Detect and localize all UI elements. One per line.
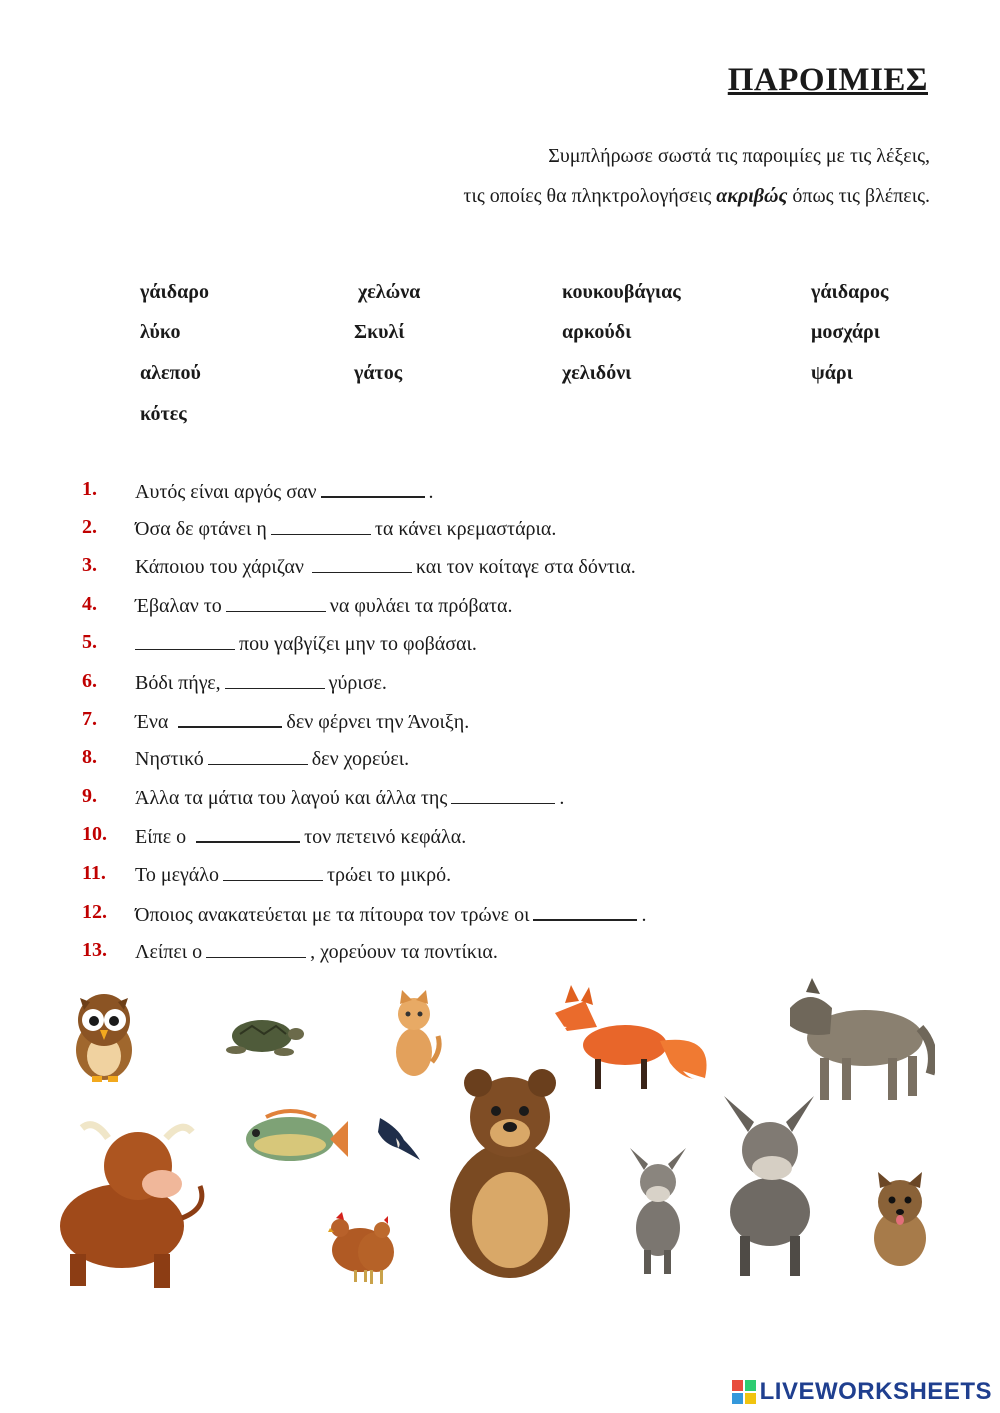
proverb-number: 7. [82,708,97,730]
proverb-text: δεν φέρνει την Άνοιξη. [286,711,470,733]
proverb-text: . [559,787,565,809]
proverb-text: Όσα δε φτάνει η [135,518,267,540]
proverb-text: Βόδι πήγε, [135,672,221,694]
instruction-text: τις οποίες θα πληκτρολογήσεις [463,185,717,207]
proverb-number: 2. [82,516,97,538]
instruction-text: όπως τις βλέπεις. [787,185,930,207]
proverb-text: Ένα [135,711,169,733]
answer-blank[interactable] [271,516,371,535]
answer-blank[interactable] [533,901,637,921]
answer-blank[interactable] [206,939,306,958]
liveworksheets-logo-icon [732,1380,756,1404]
proverb-text: να φυλάει τα πρόβατα. [329,595,513,617]
donkey-icon [624,1144,692,1276]
proverb-text: . [641,904,647,926]
answer-blank[interactable] [321,478,425,498]
owl-icon [62,988,147,1088]
word-bank-item: χελώνα [358,281,421,303]
bull-icon [50,1114,215,1294]
proverb-number: 6. [82,670,97,692]
proverb-number: 10. [82,823,107,845]
word-bank-item: κουκουβάγιας [562,281,681,303]
proverb-number: 12. [82,901,107,923]
word-bank-item: λύκο [140,321,181,343]
proverb-text: που γαβγίζει μην το φοβάσαι. [239,633,477,655]
instruction-line-2 [463,185,930,208]
proverb-text: γύρισε. [328,672,387,694]
proverb-text: Το μεγάλο [135,864,219,886]
bear-icon [440,1065,580,1285]
answer-blank[interactable] [196,823,300,843]
wolf-icon [770,978,935,1108]
proverb-text: δεν χορεύει. [311,748,410,770]
word-bank-item: γάτος [354,362,403,384]
liveworksheets-logo [732,1377,992,1407]
liveworksheets-logo-text: LIVEWORKSHEETS [759,1378,992,1405]
proverb-number: 13. [82,939,107,961]
answer-blank[interactable] [225,670,325,689]
instruction-emphasis: ακριβώς [716,185,788,207]
swallow-icon [374,1108,424,1163]
proverb-number: 1. [82,478,97,500]
proverb-text: Άλλα τα μάτια του λαγού και άλλα της [135,787,448,809]
answer-blank[interactable] [135,631,235,650]
word-bank-item: χελιδόνι [562,362,632,384]
proverb-text: . [428,481,434,503]
answer-blank[interactable] [208,746,308,765]
word-bank-item: μοσχάρι [811,321,880,343]
answer-blank[interactable] [451,785,555,804]
word-bank-item: κότες [140,403,187,425]
proverb-text: τον πετεινό κεφάλα. [304,826,467,848]
proverb-text: Αυτός είναι αργός σαν [135,481,317,503]
word-bank-item: αλεπού [140,362,201,384]
word-bank-item: Σκυλί [354,321,405,343]
proverb-text: Νηστικό [135,748,204,770]
proverb-number: 3. [82,554,97,576]
proverb-text: Λείπει ο [135,941,203,963]
turtle-icon [222,1012,304,1062]
donkey-icon [714,1094,826,1280]
worksheet-title: ΠΑΡΟΙΜΙΕΣ [727,62,928,98]
proverb-text: Όποιος ανακατεύεται με τα πίτουρα τον τρώνε οι [135,904,530,926]
proverb-text: και τον κοίταγε στα δόντια. [415,556,636,578]
proverb-number: 8. [82,746,97,768]
word-bank-item: γάιδαρος [811,281,889,303]
proverb-number: 9. [82,785,97,807]
word-bank-item: ψάρι [811,362,853,384]
proverb-number: 11. [82,862,106,884]
instruction-line-1: Συμπλήρωσε σωστά τις παροιμίες με τις λέξεις, [548,145,930,167]
proverb-number: 5. [82,631,97,653]
proverb-text: τα κάνει κρεμαστάρια. [374,518,557,540]
answer-blank[interactable] [178,708,282,728]
proverb-text: Κάποιου του χάριζαν [135,556,304,578]
answer-blank[interactable] [223,862,323,881]
cat-icon [388,990,443,1080]
hen-icon [356,1214,396,1286]
answer-blank[interactable] [226,593,326,612]
word-bank-item: αρκούδι [562,321,632,343]
dog-icon [864,1172,936,1272]
fish-icon [230,1103,348,1175]
proverb-text: , χορεύουν τα ποντίκια. [310,941,498,963]
word-bank-item: γάιδαρο [140,281,209,303]
proverb-text: Είπε ο [135,826,187,848]
answer-blank[interactable] [312,554,412,573]
proverb-text: Έβαλαν το [135,595,222,617]
proverb-text: τρώει το μικρό. [326,864,452,886]
proverb-number: 4. [82,593,97,615]
